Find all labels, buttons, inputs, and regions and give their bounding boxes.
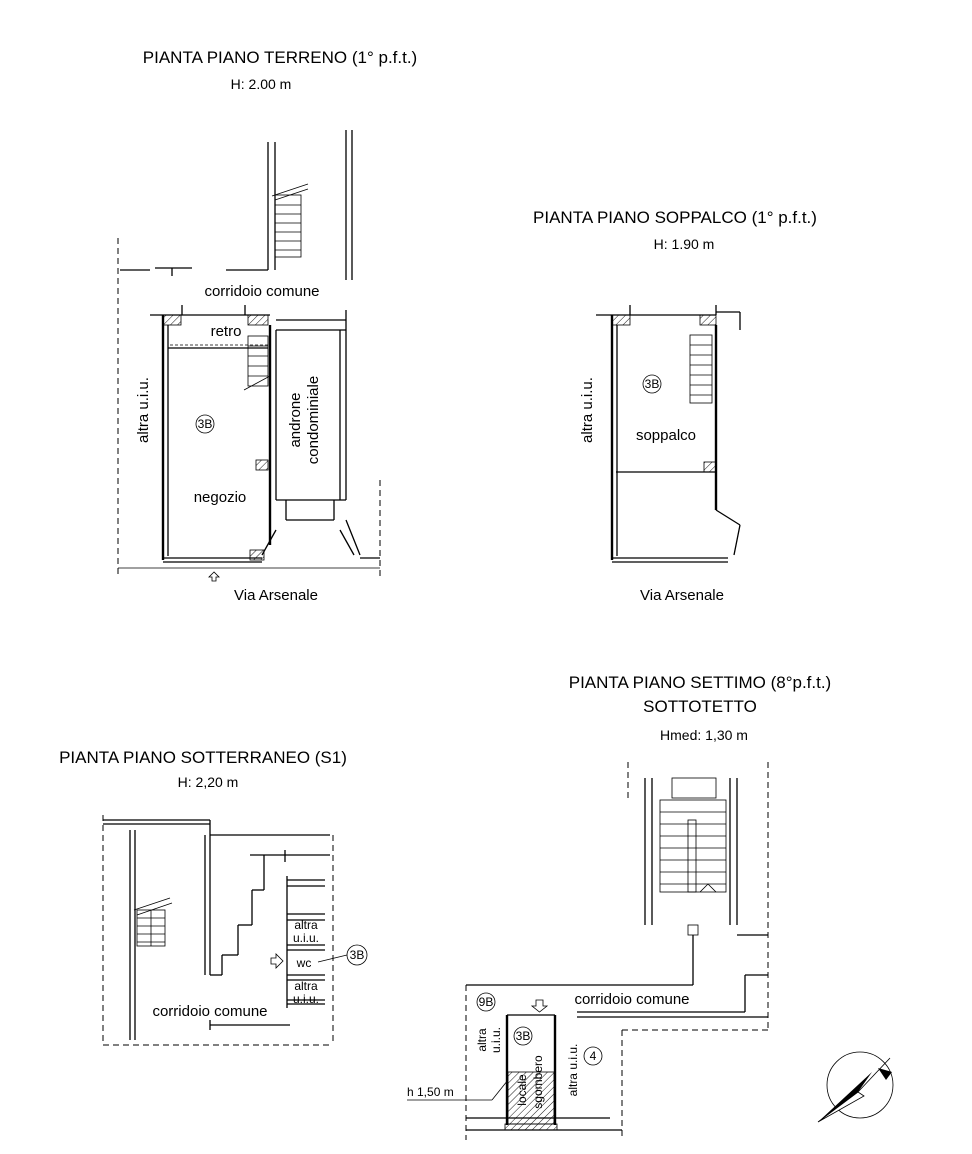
ground-unit-marker: 3B [197, 417, 213, 431]
seventh-floor-title-2: SOTTOTETTO [643, 697, 757, 716]
basement-wc-label: wc [296, 956, 312, 970]
ground-hall-label-2: condominiale [305, 375, 322, 465]
basement-corridor-label: corridoio comune [152, 1003, 268, 1020]
seventh-left-other-label-1: altra [475, 1028, 489, 1052]
seventh-unit-9b-marker: 9B [478, 995, 494, 1009]
basement-plan [59, 748, 367, 1045]
ground-stairwell [268, 130, 352, 280]
basement-other-unit-2-label-2: u.i.u. [292, 992, 320, 1006]
ground-hall-label-1: androne [287, 392, 304, 448]
mezzanine-unit-marker: 3B [644, 377, 660, 391]
ground-corridor-label: corridoio comune [204, 283, 320, 300]
mezzanine-room-label: soppalco [635, 427, 697, 444]
basement-other-unit-1-label-1: altra [294, 918, 318, 932]
seventh-floor-title-1: PIANTA PIANO SETTIMO (8°p.f.t.) [568, 673, 832, 692]
ground-floor-height: H: 2.00 m [230, 76, 292, 92]
ground-shop-label: negozio [193, 489, 247, 506]
seventh-floor-plan [407, 673, 831, 1140]
mezzanine-title: PIANTA PIANO SOPPALCO (1° p.f.t.) [533, 208, 817, 227]
mezzanine-street-label: Via Arsenale [640, 587, 724, 604]
basement-other-unit-1-label-2: u.i.u. [292, 931, 320, 945]
mezzanine-other-unit-label: altra u.i.u. [579, 377, 596, 443]
ground-back-label: retro [210, 323, 242, 340]
seventh-left-other-label-2: u.i.u. [489, 1026, 503, 1054]
basement-title: PIANTA PIANO SOTTERRANEO (S1) [59, 748, 347, 767]
basement-unit-marker: 3B [349, 948, 365, 962]
ground-street-label: Via Arsenale [234, 587, 318, 604]
basement-other-unit-2-label-1: altra [294, 979, 318, 993]
ground-other-unit-label: altra u.i.u. [135, 377, 152, 443]
seventh-room-label-1: locale [515, 1074, 529, 1106]
seventh-floor-height: Hmed: 1,30 m [660, 727, 748, 743]
mezzanine-plan [533, 208, 817, 604]
seventh-corridor-label: corridoio comune [574, 991, 690, 1008]
seventh-right-other-label: altra u.i.u. [566, 1043, 580, 1097]
seventh-level-label: h 1,50 m [407, 1085, 454, 1099]
basement-height: H: 2,20 m [177, 774, 239, 790]
mezzanine-height: H: 1.90 m [653, 236, 715, 252]
north-arrow-icon [818, 1052, 893, 1122]
seventh-room-label-2: sgombero [531, 1055, 545, 1109]
ground-floor-title: PIANTA PIANO TERRENO (1° p.f.t.) [142, 48, 418, 67]
ground-floor-plan [118, 48, 417, 604]
seventh-unit-4-marker: 4 [589, 1049, 597, 1063]
seventh-unit-marker: 3B [515, 1029, 531, 1043]
